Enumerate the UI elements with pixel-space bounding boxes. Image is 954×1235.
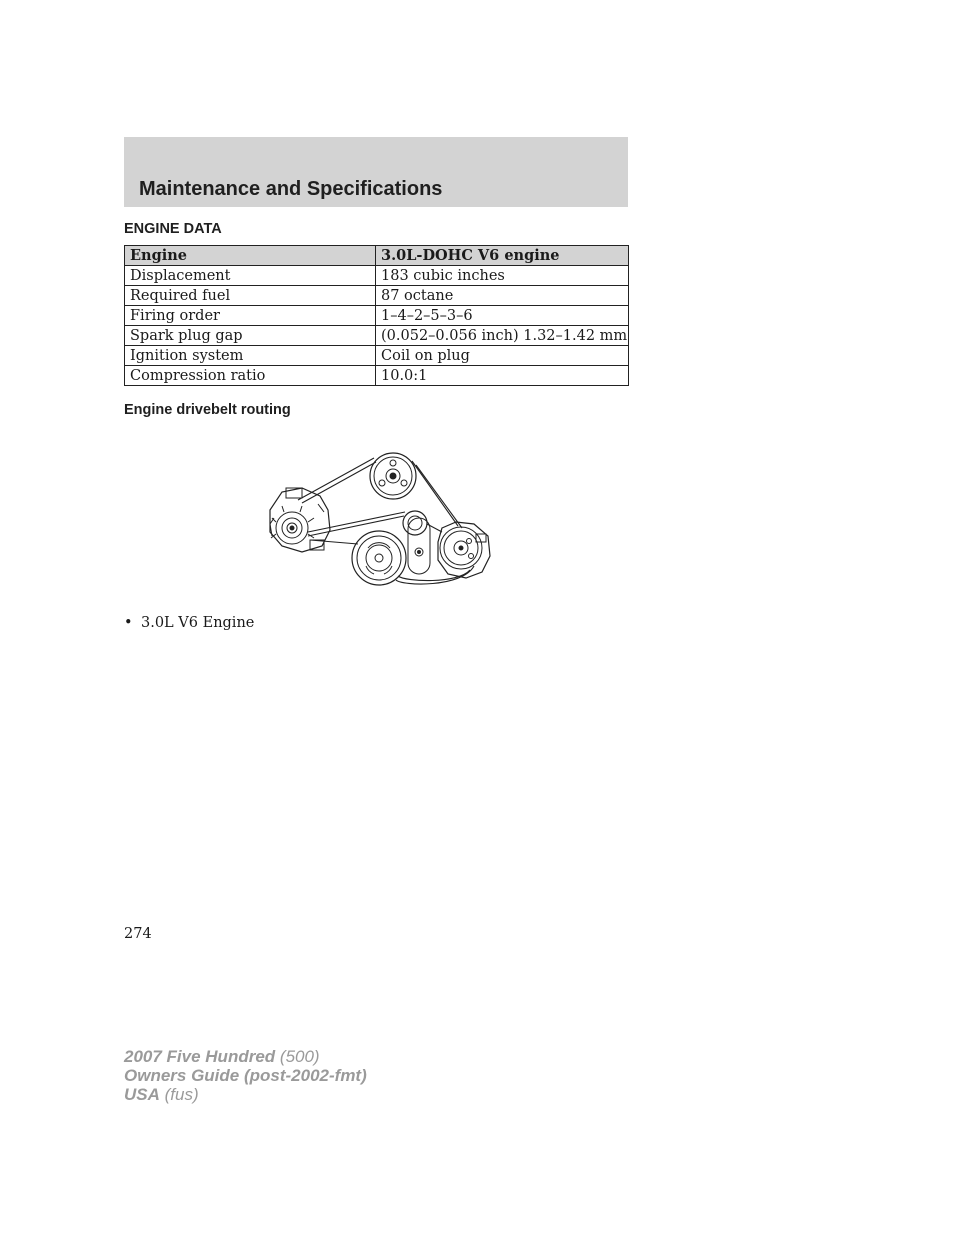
- table-header-row: [125, 246, 629, 266]
- table-row: [125, 346, 629, 366]
- table-row: [125, 286, 629, 306]
- table-cell: Required fuel: [125, 286, 376, 306]
- page-number: 274: [124, 926, 152, 942]
- crankshaft-pulley: [352, 531, 406, 585]
- footer-region-code: (fus): [164, 1085, 199, 1104]
- footer-line-1: [124, 1047, 367, 1066]
- drivebelt-heading: Engine drivebelt routing: [124, 402, 291, 418]
- water-pump-pulley: [370, 453, 416, 499]
- footer-model: 2007 Five Hundred: [124, 1047, 276, 1066]
- table-cell: (0.052–0.056 inch) 1.32–1.42 mm: [376, 326, 629, 346]
- alternator-pulley: [270, 488, 330, 552]
- table-cell: Spark plug gap: [125, 326, 376, 346]
- table-cell: 10.0:1: [376, 366, 629, 386]
- table-cell: Coil on plug: [376, 346, 629, 366]
- table-cell: Compression ratio: [125, 366, 376, 386]
- table-cell: Displacement: [125, 266, 376, 286]
- table-row: [125, 266, 629, 286]
- table-cell: 183 cubic inches: [376, 266, 629, 286]
- table-cell: Firing order: [125, 306, 376, 326]
- engine-data-heading: ENGINE DATA: [124, 221, 222, 237]
- document-footer: [124, 1047, 367, 1104]
- footer-guide: Owners Guide (post-2002-fmt): [124, 1066, 367, 1085]
- footer-line-3: [124, 1085, 367, 1104]
- section-header: [124, 137, 628, 207]
- table-cell: 1–4–2–5–3–6: [376, 306, 629, 326]
- tensioner-pulley: [403, 511, 430, 574]
- footer-model-code: (500): [279, 1047, 320, 1066]
- section-title: Maintenance and Specifications: [139, 178, 443, 200]
- drivebelt-diagram: [262, 448, 498, 590]
- table-row: [125, 306, 629, 326]
- footer-region: USA: [124, 1085, 160, 1104]
- engine-data-table: [124, 245, 629, 386]
- ac-compressor-pulley: [438, 522, 490, 578]
- table-cell: 87 octane: [376, 286, 629, 306]
- bullet-icon: •: [124, 615, 133, 631]
- table-row: [125, 366, 629, 386]
- bullet-list-item: [124, 615, 254, 631]
- table-cell: Ignition system: [125, 346, 376, 366]
- table-header-cell: Engine: [125, 246, 376, 266]
- bullet-text: 3.0L V6 Engine: [141, 615, 255, 631]
- table-header-cell: 3.0L-DOHC V6 engine: [376, 246, 629, 266]
- footer-line-2: [124, 1066, 367, 1085]
- table-row: [125, 326, 629, 346]
